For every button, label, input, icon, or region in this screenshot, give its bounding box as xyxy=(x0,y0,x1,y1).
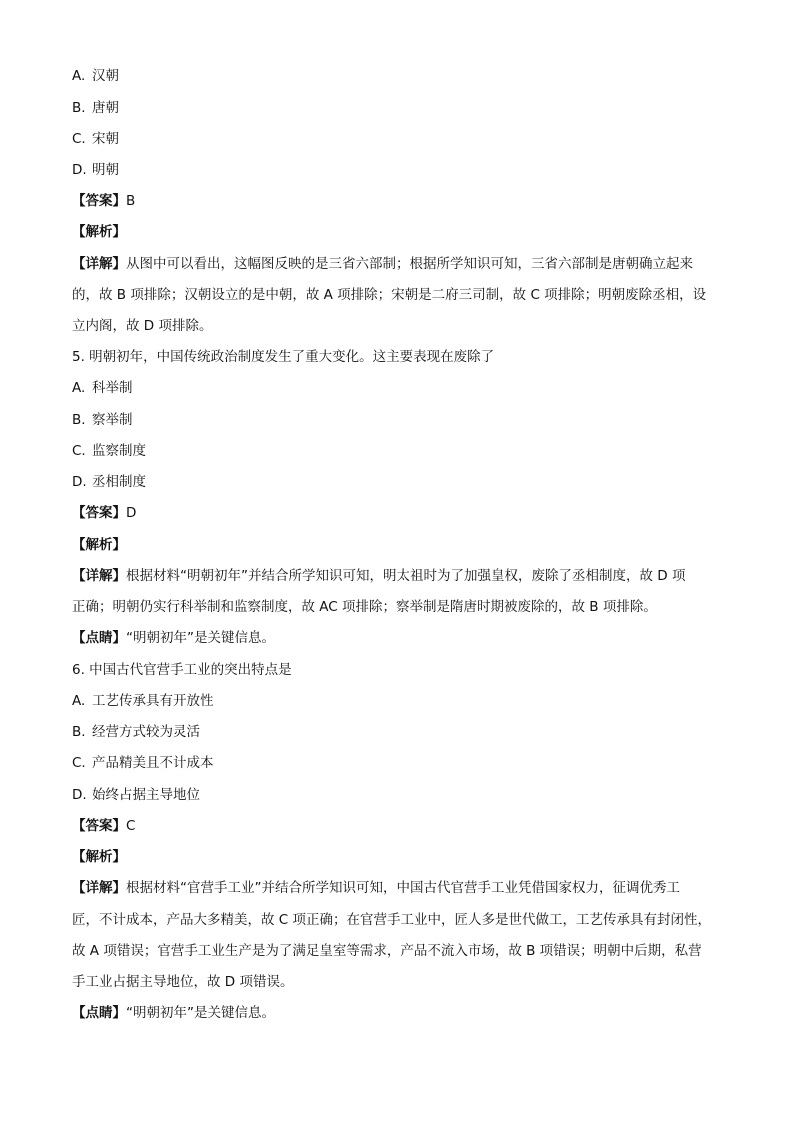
q6-analysis-heading: 【解析】 xyxy=(72,849,126,865)
q5-analysis-heading: 【解析】 xyxy=(72,537,126,553)
q6-answer: 【答案】C xyxy=(72,818,136,834)
q5-point: 【点睛】“明朝初年”是关键信息。 xyxy=(72,630,275,646)
q6-option-b: B. 经营方式较为灵活 xyxy=(72,724,200,740)
q4-option-c: C. 宋朝 xyxy=(72,131,119,147)
q4-analysis-heading: 【解析】 xyxy=(72,224,126,240)
q5-option-c: C. 监察制度 xyxy=(72,443,146,459)
q4-option-b: B. 唐朝 xyxy=(72,100,119,116)
q6-detail-line-1: 【详解】根据材料“官营手工业”并结合所学知识可知，中国古代官营手工业凭借国家权力，征调优秀工 xyxy=(72,880,680,896)
q6-option-a: A. 工艺传承具有开放性 xyxy=(72,693,214,709)
q6-detail-line-2: 匠，不计成本，产品大多精美，故 C 项正确；在官营手工业中，匠人多是世代做工，工艺传承具有封闭性， xyxy=(72,912,712,928)
q5-question: 5. 明朝初年，中国传统政治制度发生了重大变化。这主要表现在废除了 xyxy=(72,349,495,365)
q6-detail-line-4: 手工业占据主导地位，故 D 项错误。 xyxy=(72,974,294,990)
q6-option-d: D. 始终占据主导地位 xyxy=(72,787,200,803)
q4-option-a: A. 汉朝 xyxy=(72,68,119,84)
q5-option-d: D. 丞相制度 xyxy=(72,474,146,490)
q4-answer: 【答案】B xyxy=(72,193,136,209)
q5-detail-line-2: 正确；明朝仍实行科举制和监察制度，故 AC 项排除；察举制是隋唐时期被废除的，故 B 项排除。 xyxy=(72,599,657,615)
q5-option-b: B. 察举制 xyxy=(72,412,133,428)
q6-question: 6. 中国古代官营手工业的突出特点是 xyxy=(72,662,292,678)
q6-option-c: C. 产品精美且不计成本 xyxy=(72,755,214,771)
q4-option-d: D. 明朝 xyxy=(72,162,119,178)
q4-detail-line-1: 【详解】从图中可以看出，这幅图反映的是三省六部制；根据所学知识可知，三省六部制是唐朝确立起来 xyxy=(72,256,693,272)
q6-point: 【点睛】“明朝初年”是关键信息。 xyxy=(72,1005,275,1021)
q4-detail-line-3: 立内阁，故 D 项排除。 xyxy=(72,318,213,334)
q6-detail-line-3: 故 A 项错误；官营手工业生产是为了满足皇室等需求，产品不流入市场，故 B 项错误；明朝中后期，私营 xyxy=(72,943,702,959)
q4-detail-line-2: 的，故 B 项排除；汉朝设立的是中朝，故 A 项排除；宋朝是二府三司制，故 C 项排除；明朝废除丞相，设 xyxy=(72,287,707,303)
q5-answer: 【答案】D xyxy=(72,505,137,521)
q5-detail-line-1: 【详解】根据材料“明朝初年”并结合所学知识可知，明太祖时为了加强皇权，废除了丞相制度，故 D 项 xyxy=(72,568,686,584)
q5-option-a: A. 科举制 xyxy=(72,380,133,396)
